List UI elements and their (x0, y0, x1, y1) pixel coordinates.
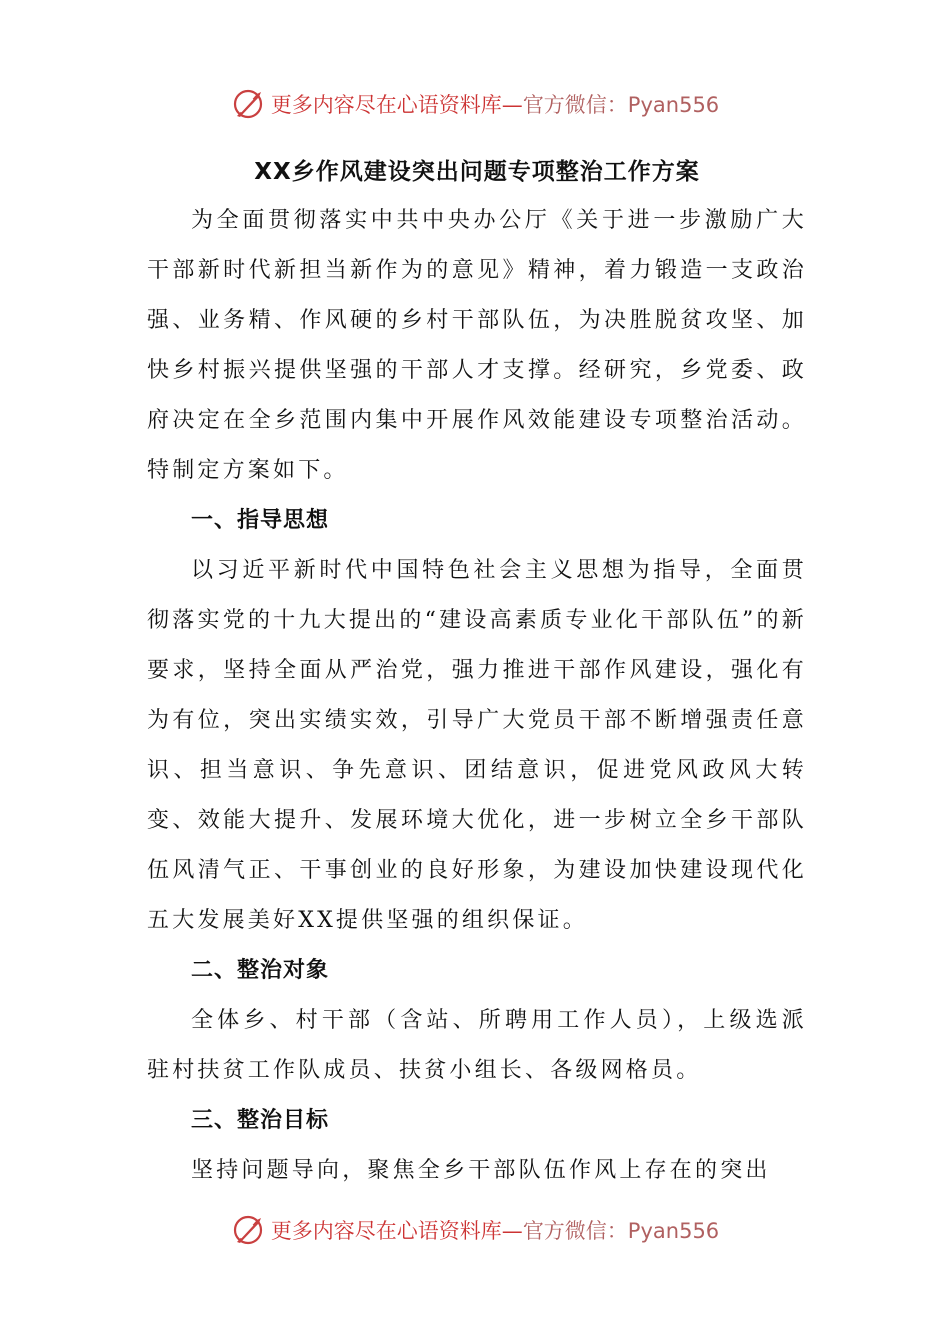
section-paragraph: 坚持问题导向，聚焦全乡干部队伍作风上存在的突出 (191, 1158, 771, 1183)
pen-quill-icon (231, 1212, 267, 1248)
document-title: XX乡作风建设突出问题专项整治工作方案 (254, 159, 700, 185)
footer-banner (0, 1208, 950, 1252)
section-heading: 二、整治对象 (191, 958, 330, 983)
intro-paragraph: 为全面贯彻落实中共中央办公厅《关于进一步激励广大干部新时代新担当新作为的意见》精神，着力锻造一支政治强、业务精、作风硬的乡村干部队伍，为决胜脱贫攻坚、加快乡村振兴提供坚强的干部人才支撑。经研究，乡党委、政府决定在全乡范围内集中开展作风效能建设专项整治活动。特制定方案如下。 (147, 208, 807, 483)
document-page (147, 148, 807, 1196)
header-banner (0, 82, 950, 126)
pen-quill-icon (231, 86, 267, 122)
banner-wechat: 官方微信：Pyan556 (522, 93, 720, 117)
banner-text: 更多内容尽在心语资料库—官方微信：Pyan556 (270, 1219, 720, 1243)
section-paragraph: 以习近平新时代中国特色社会主义思想为指导，全面贯彻落实党的十九大提出的“建设高素质专业化干部队伍”的新要求，坚持全面从严治党，强力推进干部作风建设，强化有为有位，突出实绩实效，引导广大党员干部不断增强责任意识、担当意识、争先意识、团结意识，促进党风政风大转变、效能大提升、发展环境大优化，进一步树立全乡干部队伍风清气正、干事创业的良好形象，为建设加快建设现代化五大发展美好XX提供坚强的组织保证。 (147, 558, 807, 933)
banner-wechat: 官方微信：Pyan556 (522, 1219, 720, 1243)
section-paragraph: 全体乡、村干部（含站、所聘用工作人员），上级选派驻村扶贫工作队成员、扶贫小组长、各级网格员。 (147, 1008, 807, 1083)
section-heading: 一、指导思想 (191, 508, 330, 533)
section-heading: 三、整治目标 (191, 1108, 330, 1133)
banner-text: 更多内容尽在心语资料库—官方微信：Pyan556 (270, 93, 720, 117)
